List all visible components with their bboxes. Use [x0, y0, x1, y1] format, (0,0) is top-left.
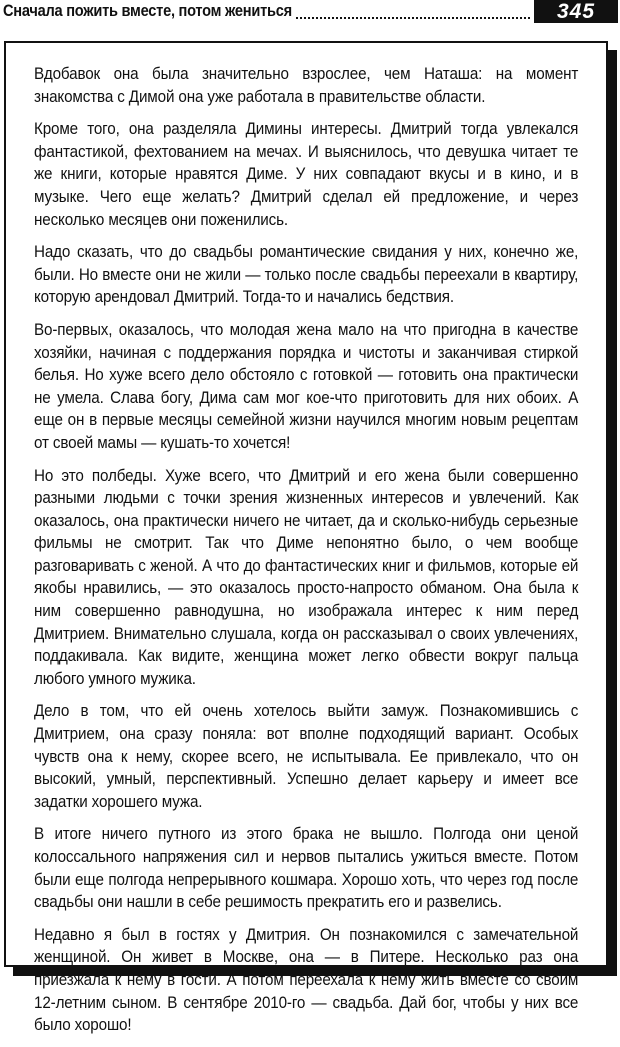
- paragraph-7: В итоге ничего путного из этого брака не вышло. Полгода они ценой колоссального напряжения сил и нервов пытались ужиться вместе. Потом были еще полгода непрерывного кошмара. Хорошо хоть, что через год после свадьбы они нашли в себе решимость прекратить его и развелись.: [34, 825, 579, 912]
- running-head: [0, 0, 620, 24]
- page-number: 345: [534, 0, 618, 23]
- header-dotted-rule: [296, 17, 530, 19]
- paragraph-3: Надо сказать, что до свадьбы романтические свидания у них, конечно же, были. Но вместе они не жили — только после свадьбы переехали в квартиру, которую арендовал Дмитрий. Тогда-то и начались бедствия.: [34, 243, 579, 307]
- paragraph-1: Вдобавок она была значительно взрослее, чем Наташа: на момент знакомства с Димой она уже работала в правительстве области.: [34, 65, 579, 106]
- paragraph-8: Недавно я был в гостях у Дмитрия. Он познакомился с замечательной женщиной. Он живет в Москве, она — в Питере. Несколько раз она приезжала к нему в гости. А потом переехала к нему жить вместе со своим 12-летним сыном. В сентябре 2010-го — свадьба. Дай бог, чтобы у них все было хорошо!: [34, 925, 579, 1035]
- paragraph-6: Дело в том, что ей очень хотелось выйти замуж. Познакомившись с Дмитрием, она сразу поняла: вот вполне подходящий вариант. Особых чувств она к нему, скорее всего, не испытывала. Ее привлекало, что он высокий, умный, перспективный. Успешно делает карьеру и имеет все задатки хорошего мужа.: [34, 702, 579, 811]
- text-box-content: [34, 63, 578, 1047]
- paragraph-5: Но это полбеды. Хуже всего, что Дмитрий и его жена были совершенно разными людьми с точки зрения жизненных интересов и увлечений. Как оказалось, она практически ничего не читает, да и сколько-нибудь серьезные фильмы не смотрит. Так что Диме непонятно было, о чем вообще разговаривать с женой. А что до фантастических книг и фильмов, которые ей якобы нравились, — это оказалось просто-напросто обманом. Она была к ним совершенно равнодушна, но изображала интерес к ним перед Дмитрием. Внимательно слушала, когда он рассказывал о своих увлечениях, поддакивала. Как видите, женщина может легко обвести вокруг пальца любого умного мужика.: [34, 466, 579, 688]
- paragraph-2: Кроме того, она разделяла Димины интересы. Дмитрий тогда увлекался фантастикой, фехтованием на мечах. И выяснилось, что девушка читает те же книги, которые нравятся Диме. У них совпадают вкусы и в кино, и в музыке. Чего еще желать? Дмитрий сделал ей предложение, и через несколько месяцев они поженились.: [34, 120, 579, 229]
- paragraph-4: Во-первых, оказалось, что молодая жена мало на что пригодна в качестве хозяйки, начиная с поддержания порядка и чистоты и заканчивая стиркой белья. Но хуже всего дело обстояло с готовкой — готовить она практически не умела. Слава богу, Дима сам мог кое-что приготовить для них обоих. А еще он в первые месяцы семейной жизни научился многим новым рецептам от своей мамы — кушать-то хочется!: [34, 320, 579, 452]
- text-box-frame: [4, 41, 608, 1035]
- running-title: Сначала пожить вместе, потом жениться: [3, 1, 292, 20]
